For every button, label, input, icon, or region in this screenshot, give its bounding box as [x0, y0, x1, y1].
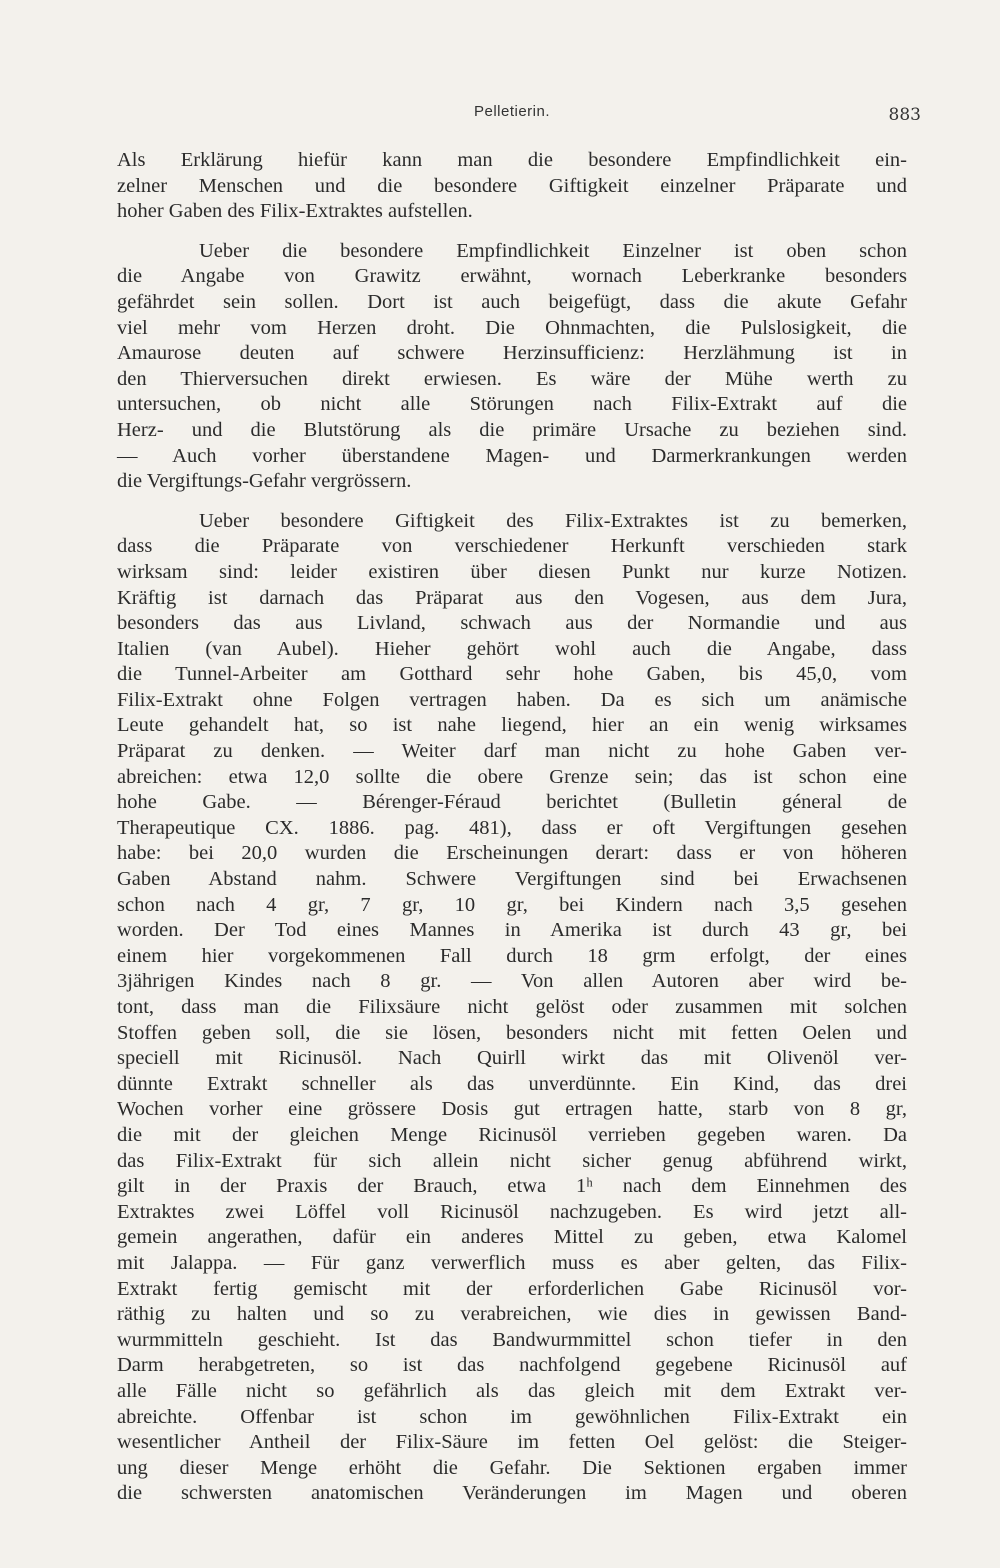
text-line: dünnte Extrakt schneller als das unverdünnte. Ein Kind, das drei [117, 1072, 907, 1095]
text-line: 3jährigen Kindes nach 8 gr. — Von allen Autoren aber wird be- [117, 970, 907, 993]
text-line: die Angabe von Grawitz erwähnt, wornach Leberkranke besonders [117, 265, 907, 288]
text-line: viel mehr vom Herzen droht. Die Ohnmachten, die Pulslosigkeit, die [117, 316, 907, 339]
text-line: abreichen: etwa 12,0 sollte die obere Grenze sein; das ist schon eine [117, 765, 907, 788]
text-line: Darm herabgetreten, so ist das nachfolgend gegebene Ricinusöl auf [117, 1354, 907, 1377]
text-line: das Filix-Extrakt für sich allein nicht sicher genug abführend wirkt, [117, 1149, 907, 1172]
text-line: die mit der gleichen Menge Ricinusöl verrieben gegeben waren. Da [117, 1123, 907, 1146]
text-line: besonders das aus Livland, schwach aus der Normandie und aus [117, 612, 907, 635]
page-number: 883 [888, 105, 921, 125]
text-line: Therapeutique CX. 1886. pag. 481), dass er oft Vergiftungen gesehen [117, 816, 907, 839]
text-line: die Tunnel-Arbeiter am Gotthard sehr hohe Gaben, bis 45,0, vom [117, 663, 907, 686]
text-line: Filix-Extrakt ohne Folgen vertragen haben. Da es sich um anämische [117, 688, 907, 711]
paragraph-2 [117, 239, 907, 495]
text-line: Ueber die besondere Empfindlichkeit Einzelner ist oben schon [199, 239, 907, 262]
text-line: wurmmitteln geschieht. Ist das Bandwurmmittel schon tiefer in den [117, 1328, 907, 1351]
text-line: wesentlicher Antheil der Filix-Säure im fetten Oel gelöst: die Steiger- [117, 1431, 907, 1454]
text-line: Amaurose deuten auf schwere Herzinsufficienz: Herzlähmung ist in [117, 342, 907, 365]
text-line: räthig zu halten und so zu verabreichen, wie dies in gewissen Band- [117, 1303, 907, 1326]
body-text [117, 148, 907, 1507]
running-head [117, 103, 921, 127]
text-line: gemein angerathen, dafür ein anderes Mittel zu geben, etwa Kalomel [117, 1226, 907, 1249]
text-line: Italien (van Aubel). Hieher gehört wohl auch die Angabe, dass [117, 637, 907, 660]
text-line: Ueber besondere Giftigkeit des Filix-Extraktes ist zu bemerken, [199, 509, 907, 532]
text-line: die Vergiftungs-Gefahr vergrössern. [117, 470, 412, 493]
text-line: tont, dass man die Filixsäure nicht gelöst oder zusammen mit solchen [117, 996, 907, 1018]
text-line: — Auch vorher überstandene Magen- und Darmerkrankungen werden [117, 444, 907, 467]
text-line: dass die Präparate von verschiedener Herkunft verschieden stark [117, 535, 907, 558]
text-line: mit Jalappa. — Für ganz verwerflich muss es aber gelten, das Filix- [117, 1251, 907, 1274]
text-line: untersuchen, ob nicht alle Störungen nach Filix-Extrakt auf die [117, 393, 907, 416]
text-line: hoher Gaben des Filix-Extraktes aufstellen. [117, 200, 473, 223]
text-line: ung dieser Menge erhöht die Gefahr. Die Sektionen ergaben immer [117, 1456, 907, 1479]
text-line: Präparat zu denken. — Weiter darf man nicht zu hohe Gaben ver- [117, 740, 907, 763]
text-line: Extraktes zwei Löffel voll Ricinusöl nachzugeben. Es wird jetzt all- [117, 1200, 907, 1223]
text-line: habe: bei 20,0 wurden die Erscheinungen derart: dass er von höheren [117, 842, 907, 865]
text-line: Herz- und die Blutstörung als die primäre Ursache zu beziehen sind. [117, 418, 907, 441]
text-line: worden. Der Tod eines Mannes in Amerika ist durch 43 gr, bei [117, 919, 907, 942]
text-line: alle Fälle nicht so gefährlich als das gleich mit dem Extrakt ver- [117, 1379, 907, 1402]
text-line: abreichte. Offenbar ist schon im gewöhnlichen Filix-Extrakt ein [117, 1405, 907, 1428]
running-title: Pelletierin. [473, 103, 551, 120]
text-line: wirksam sind: leider existiren über diesen Punkt nur kurze Notizen. [117, 560, 907, 583]
text-line: Kräftig ist darnach das Präparat aus den Vogesen, aus dem Jura, [117, 586, 907, 609]
text-line: den Thierversuchen direkt erwiesen. Es wäre der Mühe werth zu [117, 367, 907, 390]
text-line: einem hier vorgekommenen Fall durch 18 grm erfolgt, der eines [117, 944, 907, 967]
text-line: schon nach 4 gr, 7 gr, 10 gr, bei Kindern nach 3,5 gesehen [117, 893, 907, 916]
text-line: gilt in der Praxis der Brauch, etwa 1ʰ nach dem Einnehmen des [117, 1175, 907, 1198]
text-line: Extrakt fertig gemischt mit der erforderlichen Gabe Ricinusöl vor- [117, 1277, 907, 1300]
text-line: Als Erklärung hiefür kann man die besondere Empfindlichkeit ein- [117, 149, 907, 171]
text-line: Gaben Abstand nahm. Schwere Vergiftungen sind bei Erwachsenen [117, 868, 907, 891]
paragraph-1 [117, 148, 907, 225]
text-line: Leute gehandelt hat, so ist nahe liegend, hier an ein wenig wirksames [117, 714, 907, 737]
text-line: Stoffen geben soll, die sie lösen, besonders nicht mit fetten Oelen und [117, 1021, 907, 1044]
text-line: die schwersten anatomischen Veränderungen im Magen und oberen [117, 1482, 907, 1505]
text-line: hohe Gabe. — Bérenger-Féraud berichtet (Bulletin géneral de [117, 791, 907, 814]
text-line: gefährdet sein sollen. Dort ist auch beigefügt, dass die akute Gefahr [117, 290, 907, 313]
text-line: speciell mit Ricinusöl. Nach Quirll wirkt das mit Olivenöl ver- [117, 1047, 907, 1070]
paragraph-3 [117, 509, 907, 1507]
text-line: zelner Menschen und die besondere Giftigkeit einzelner Präparate und [117, 174, 907, 197]
text-line: Wochen vorher eine grössere Dosis gut ertragen hatte, starb von 8 gr, [117, 1098, 907, 1121]
